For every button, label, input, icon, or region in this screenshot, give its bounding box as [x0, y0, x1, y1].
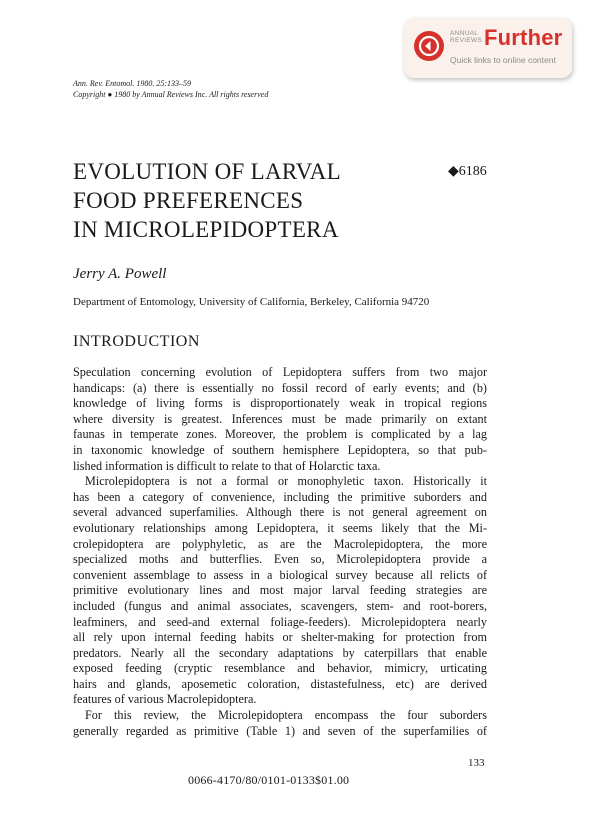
badge-publisher-label [450, 30, 482, 44]
body-line: handicaps: (a) there is essentially no fossil record of early events; and (b) [73, 380, 487, 395]
copyright-line: Copyright ● 1980 by Annual Reviews Inc. All rights reserved [73, 90, 269, 99]
badge-reviews-text: REVIEWS [450, 37, 483, 44]
article-code: ◆6186 [448, 164, 487, 179]
body-line: Microlepidoptera is not a formal or monophyletic taxon. Historically it [85, 474, 487, 489]
article-title [73, 157, 341, 244]
footer-code: 0066-4170/80/0101-0133$01.00 [188, 773, 350, 787]
badge-annual-text: ANNUAL [450, 30, 479, 37]
body-line: specialized moths and butterflies. Even so, Microlepidoptera provide a [73, 552, 487, 567]
badge-subtitle: Quick links to online content [450, 55, 556, 65]
body-line: all rely upon internal feeding habits or shelter-making for protection from [73, 630, 487, 645]
annual-reviews-further-badge[interactable] [404, 18, 572, 78]
body-line: Speculation concerning evolution of Lepidoptera suffers from two major [73, 365, 487, 379]
citation-line: Ann. Rev. Entomol. 1980. 25:133–59 [73, 79, 192, 88]
body-line: included (fungus and animal associates, scavengers, stem- and root-borers, [73, 598, 487, 613]
body-line: has been a category of convenience, including the primitive suborders and [73, 489, 487, 504]
body-line: faunas in temperate zones. Moreover, the problem is complicated by a lag [73, 427, 487, 442]
title-line: IN MICROLEPIDOPTERA [73, 217, 339, 242]
body-line: several advanced superfamilies. Although there is not general agreement on [73, 505, 487, 520]
body-line: exposed feeding (cryptic resemblance and behavior, mimicry, urticating [73, 661, 487, 676]
title-line: FOOD PREFERENCES [73, 188, 304, 213]
body-line: For this review, the Microlepidoptera encompass the four suborders [85, 708, 487, 723]
body-line: primitive evolutionary lines and most major larval feeding strategies are [73, 583, 487, 598]
page-number: 133 [468, 757, 485, 769]
section-heading: INTRODUCTION [73, 333, 200, 350]
title-line: EVOLUTION OF LARVAL [73, 159, 341, 184]
body-line: convenient assemblage to assess in a biological survey because all relicts of [73, 567, 487, 582]
body-line: predators. Nearly all the secondary adaptations by caterpillars that enable [73, 645, 487, 660]
body-line: features of various Macrolepidoptera. [73, 692, 257, 707]
body-line: leafminers, and seed-and external foliage-feeders). Microlepidoptera nearly [73, 614, 487, 629]
badge-brand-text: Further [484, 25, 563, 50]
author-affiliation: Department of Entomology, University of California, Berkeley, California 94720 [73, 296, 430, 308]
author-name: Jerry A. Powell [73, 266, 167, 282]
body-text [73, 365, 487, 739]
citation-block [73, 78, 268, 100]
body-line: in taxonomic knowledge of southern hemisphere Lepidoptera, so that pub- [73, 442, 487, 457]
body-line: knowledge of living forms is disproportionately weak in tropical regions [73, 396, 487, 411]
body-line: lished information is difficult to relate to that of Holarctic taxa. [73, 458, 381, 473]
body-line: evolutionary relationships among Lepidoptera, it seems likely that the Mi- [73, 520, 487, 535]
body-line: hairs and glands, aposemetic coloration, distastefulness, etc) are derived [73, 676, 487, 691]
body-line: where diversity is greatest. Inferences must be made primarily on extant [73, 411, 487, 426]
body-line: crolepidoptera are polyphyletic, as are the Macrolepidoptera, the more [73, 536, 487, 551]
play-icon [414, 31, 444, 61]
body-line: generally regarded as primitive (Table 1) and seven of the superfamilies of [73, 723, 487, 738]
